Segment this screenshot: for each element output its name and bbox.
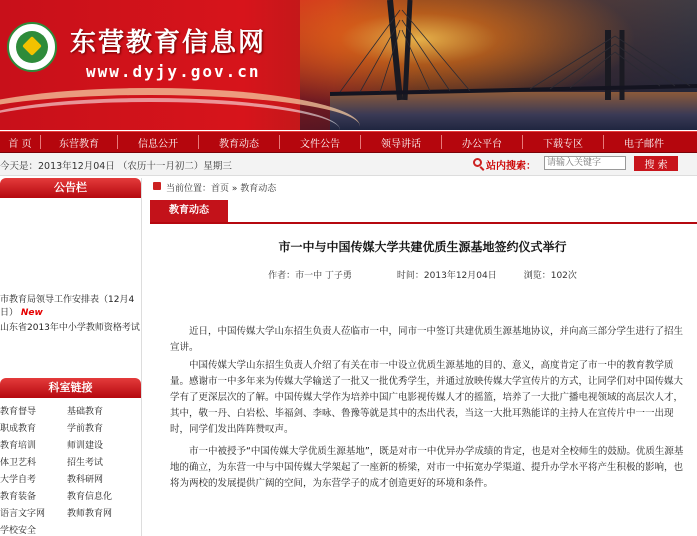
site-title: 东营教育信息网 (70, 28, 267, 58)
bridge-illustration (330, 0, 697, 130)
current-date: 今天是：2013年12月04日 （农历十一月初二）星期三 (0, 161, 232, 172)
link-school-safety[interactable]: 学校安全 (0, 526, 37, 536)
link-research-network[interactable]: 教科研网 (67, 475, 104, 485)
site-banner (0, 0, 697, 130)
breadcrumb-text[interactable]: 当前位置：首页 » 教育动态 (166, 184, 277, 194)
nav-item-email[interactable]: 电子邮件 (624, 138, 664, 150)
notice-item[interactable]: 山东省2013年中小学教师资格考试 (0, 323, 140, 333)
article-paragraph: 市一中被授予“中国传媒大学优质生源基地”，既是对市一中优异办学成绩的肯定，也是对全校师生的鼓励。优质生源基地的确立，为东营一中与中国传媒大学架起了一座新的桥梁，对市一中拓宽办学渠道、提升办学水平将产生积极的影响，也将为两校的发展提供广阔的空间，为东营学子的成才创造更好的环境和条件。 (170, 446, 684, 489)
nav-item-dongying-education[interactable]: 东营教育 (59, 138, 99, 150)
department-links-title: 科室链接 (0, 378, 141, 398)
breadcrumb (150, 178, 697, 196)
tab-education-news[interactable]: 教育动态 (150, 200, 228, 222)
nav-item-downloads[interactable]: 下载专区 (543, 138, 583, 150)
logo-emblem-icon (7, 22, 57, 72)
notice-item[interactable]: 市教育局领导工作安排表（12月4日） New (0, 295, 135, 318)
article (150, 224, 695, 536)
link-basic-education[interactable]: 基础教育 (67, 407, 104, 417)
search-button[interactable]: 搜 索 (634, 156, 678, 171)
nav-item-education-news[interactable]: 教育动态 (219, 138, 259, 150)
link-education-supervision[interactable]: 教育督导 (0, 407, 37, 417)
nav-item-leader-speeches[interactable]: 领导讲话 (381, 138, 421, 150)
search-input[interactable] (544, 156, 626, 170)
nav-item-info-disclosure[interactable]: 信息公开 (138, 138, 178, 150)
left-sidebar (0, 178, 142, 536)
link-teacher-education-network[interactable]: 教师教育网 (67, 509, 113, 519)
department-links (0, 398, 141, 536)
link-admissions-exams[interactable]: 招生考试 (67, 458, 104, 468)
search-label: 站内搜索： (486, 161, 536, 172)
nav-item-office-platform[interactable]: 办公平台 (462, 138, 502, 150)
link-education-it[interactable]: 教育信息化 (67, 492, 113, 502)
search-icon (473, 158, 482, 167)
main-nav (0, 131, 697, 153)
info-bar (0, 153, 697, 176)
nav-item-home[interactable]: 首 页 (8, 138, 32, 150)
notice-list (0, 198, 141, 406)
link-education-equipment[interactable]: 教育装备 (0, 492, 37, 502)
location-icon (153, 182, 161, 190)
link-preschool-education[interactable]: 学前教育 (67, 424, 104, 434)
section-header (150, 200, 697, 224)
nav-item-documents[interactable]: 文件公告 (300, 138, 340, 150)
article-paragraph: 中国传媒大学山东招生负责人介绍了有关在市一中设立优质生源基地的目的、意义，高度肯定了市一中的教育教学质量。感谢市一中多年来为传媒大学输送了一批又一批优秀学生，并通过放映传媒大学宣传片的方式，让同学们对中国传媒大学有了更深层次的了解。中国传媒大学作为培养中国广电影视传媒人才的摇篮，培养了一大批广播电视领域的高层次人才，其中，敬一丹、白岩松、毕福剑、李咏、鲁豫等就是其中的杰出代表，当这一大批耳熟能详的主持人在宣传片中一一出现时，同学们发出阵阵赞叹声。 (170, 360, 684, 435)
article-paragraph: 近日，中国传媒大学山东招生负责人莅临市一中，同市一中签订共建优质生源基地协议，并向高三部分学生进行了招生宣讲。 (170, 326, 684, 353)
link-vocational-education[interactable]: 职成教育 (0, 424, 37, 434)
notice-board-title: 公告栏 (0, 178, 141, 198)
article-meta: 作者：市一中 丁子勇 时间：2013年12月04日 浏览：102次 (268, 271, 577, 281)
link-teacher-training[interactable]: 师训建设 (67, 441, 104, 451)
new-badge: New (20, 308, 43, 318)
article-title: 市一中与中国传媒大学共建优质生源基地签约仪式举行 (278, 240, 567, 254)
link-education-training[interactable]: 教育培训 (0, 441, 37, 451)
link-self-study-exam[interactable]: 大学自考 (0, 475, 37, 485)
link-language-network[interactable]: 语言文字网 (0, 509, 46, 519)
link-sports-arts[interactable]: 体卫艺科 (0, 458, 37, 468)
site-url: www.dyjy.gov.cn (86, 62, 261, 81)
